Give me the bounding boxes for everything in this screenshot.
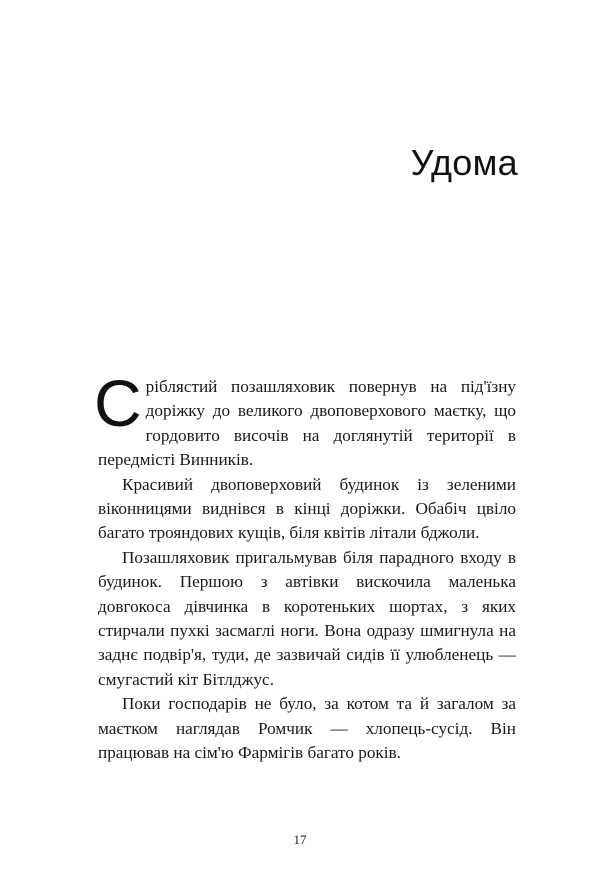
paragraph-3: Позашляховик пригальмував біля парадного входу в будинок. Першою з автівки вискочила маленька довгокоса дівчинка в коротеньких шортах, з яких стирчали пухкі засмаглі ноги. Вона одразу шмигнула на заднє подвір'я, туди, де зазвичай сидів її улюбленець — смугастий кіт Бітлджус. [98, 547, 516, 689]
paragraph-2: Красивий двоповерховий будинок із зеленими віконницями виднівся в кінці доріжки. Обабіч цвіло багато трояндових кущів, біля квітів літали бджоли. [98, 474, 516, 543]
paragraph-1 [94, 366, 516, 473]
page-number: 17 [293, 832, 307, 847]
paragraph-4: Поки господарів не було, за котом та й загалом за маєтком наглядав Ромчик — хлопець-сусід. Він працював на сім'ю Фармігів багато років. [98, 694, 516, 763]
chapter-title: Удома [410, 142, 518, 183]
chapter-body [94, 366, 516, 766]
drop-cap: С [94, 366, 142, 440]
paragraph-1-text: ріблястий позашляховик повернув на під'їзну доріжку до великого двоповерхового маєтку, що гордовито височів на доглянутій території в передмісті Винників. [98, 377, 516, 470]
